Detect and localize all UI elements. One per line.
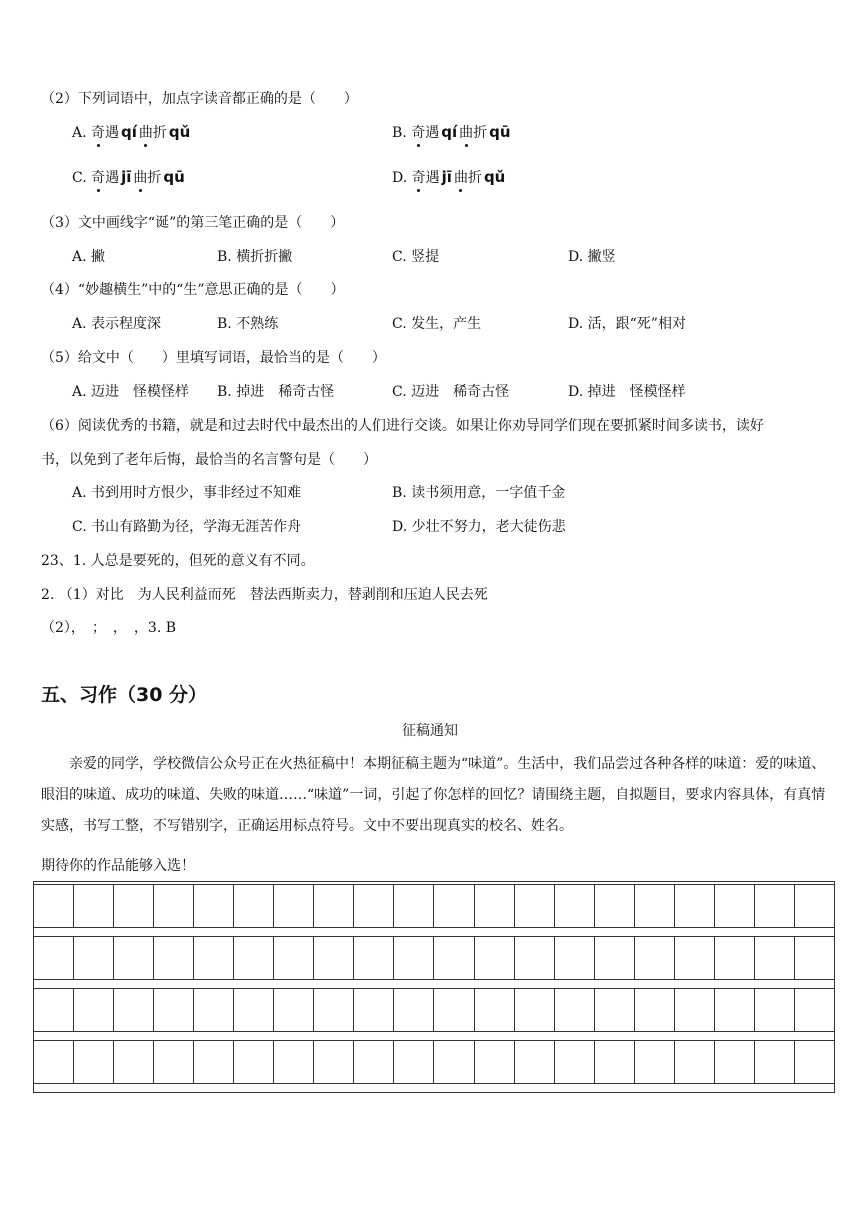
q5-option-a: A. 迈进 怪模怪样 [72,384,190,400]
grid-cell[interactable] [434,989,474,1031]
notice-title: 征稿通知 [402,723,458,739]
pinyin: qū [163,168,185,186]
grid-cell[interactable] [675,937,715,979]
grid-cell[interactable] [34,1041,74,1083]
grid-cell[interactable] [314,937,354,979]
q2-option-letter: D. [392,170,408,186]
grid-cell[interactable] [555,937,595,979]
grid-cell[interactable] [475,937,515,979]
grid-cell[interactable] [74,989,114,1031]
q3-option-c: C. 竖提 [392,249,440,265]
grid-cell[interactable] [555,989,595,1031]
grid-cell[interactable] [274,1041,314,1083]
grid-cell[interactable] [635,885,675,927]
grid-cell[interactable] [515,937,555,979]
grid-cell[interactable] [194,937,234,979]
grid-cell[interactable] [114,885,154,927]
pinyin: qǔ [483,168,506,186]
q6-option-d: D. 少壮不努力，老大徒伤悲 [392,519,566,535]
q6-stem-line-2: 书，以免到了老年后悔，最恰当的名言警句是（ ） [41,452,377,468]
grid-cell[interactable] [595,989,635,1031]
grid-cell[interactable] [595,885,635,927]
grid-cell[interactable] [755,937,795,979]
grid-row[interactable] [34,988,834,1032]
dotted-char: 曲 [453,170,468,186]
writing-grid[interactable] [33,881,835,1093]
grid-cell[interactable] [475,989,515,1031]
dotted-char: 曲 [459,125,474,141]
q3-option-d: D. 撇竖 [568,249,616,265]
q6-stem-line-1: （6）阅读优秀的书籍，就是和过去时代中最杰出的人们进行交谈。如果让你劝导同学们现在要抓紧时间多读书，读好 [41,418,764,434]
grid-cell[interactable] [434,1041,474,1083]
grid-cell[interactable] [635,1041,675,1083]
q2-option-letter: C. [72,170,87,186]
grid-cell[interactable] [74,937,114,979]
grid-cell[interactable] [475,1041,515,1083]
dotted-char: 奇 [411,170,426,186]
q6-option-c: C. 书山有路勤为径，学海无涯苦作舟 [72,519,302,535]
grid-cell[interactable] [234,937,274,979]
grid-cell[interactable] [515,1041,555,1083]
grid-cell[interactable] [675,1041,715,1083]
q3-stem: （3）文中画线字“诞”的第三笔正确的是（ ） [41,215,345,231]
q5-stem: （5）给文中（ ）里填写词语，最恰当的是（ ） [41,350,386,366]
word-char: 折 [152,125,167,141]
grid-cell[interactable] [595,937,635,979]
q2-option-c [72,167,187,188]
q4-option-d: D. 活，跟“死”相对 [568,316,686,332]
grid-cell[interactable] [154,989,194,1031]
grid-cell[interactable] [795,885,834,927]
grid-cell[interactable] [715,885,755,927]
grid-row[interactable] [34,1040,834,1084]
grid-cell[interactable] [354,989,394,1031]
q4-stem: （4）“妙趣横生”中的“生”意思正确的是（ ） [41,282,345,298]
q2-stem: （2）下列词语中，加点字读音都正确的是（ ） [41,91,358,107]
q4-option-a: A. 表示程度深 [72,316,162,332]
grid-row[interactable] [34,936,834,980]
word-char: 折 [147,170,162,186]
grid-cell[interactable] [354,937,394,979]
grid-cell[interactable] [194,989,234,1031]
grid-cell[interactable] [114,1041,154,1083]
grid-cell[interactable] [475,885,515,927]
grid-cell[interactable] [675,989,715,1031]
q3-option-a: A. 撇 [72,249,106,265]
q3-option-b: B. 横折折撇 [217,249,293,265]
q5-option-c: C. 迈进 稀奇古怪 [392,384,510,400]
grid-cell[interactable] [114,937,154,979]
grid-cell[interactable] [715,989,755,1031]
dotted-char: 曲 [138,125,153,141]
pinyin: qǔ [168,123,191,141]
grid-cell[interactable] [394,989,434,1031]
grid-cell[interactable] [314,989,354,1031]
dotted-char: 奇 [91,170,106,186]
grid-cell[interactable] [715,1041,755,1083]
grid-cell[interactable] [755,885,795,927]
grid-cell[interactable] [434,885,474,927]
pinyin: qí [441,123,458,141]
grid-cell[interactable] [635,989,675,1031]
grid-cell[interactable] [34,885,74,927]
answer-line-2: 2. （1）对比 为人民利益而死 替法西斯卖力，替剥削和压迫人民去死 [41,587,488,603]
grid-cell[interactable] [434,937,474,979]
grid-cell[interactable] [114,989,154,1031]
q6-option-b: B. 读书须用意，一字值千金 [392,485,566,501]
grid-cell[interactable] [354,885,394,927]
pinyin: qí [121,123,137,141]
grid-cell[interactable] [314,885,354,927]
grid-cell[interactable] [755,1041,795,1083]
grid-cell[interactable] [515,885,555,927]
grid-cell[interactable] [314,1041,354,1083]
q4-option-b: B. 不熟练 [217,316,279,332]
q2-option-b [392,122,513,143]
q2-option-d [392,167,507,188]
grid-cell[interactable] [755,989,795,1031]
grid-row[interactable] [34,884,834,928]
grid-cell[interactable] [194,1041,234,1083]
q5-option-b: B. 掉进 稀奇古怪 [217,384,335,400]
answer-line-3: （2）， ； ， ，3. B [41,620,177,636]
grid-cell[interactable] [234,1041,274,1083]
grid-cell[interactable] [274,989,314,1031]
pinyin: jī [441,168,452,186]
grid-cell[interactable] [34,937,74,979]
dotted-char: 奇 [411,125,426,141]
word-char: 遇 [425,170,440,186]
grid-cell[interactable] [795,989,834,1031]
grid-cell[interactable] [675,885,715,927]
grid-cell[interactable] [274,937,314,979]
grid-cell[interactable] [74,885,114,927]
answer-line-1: 23、1. 人总是要死的，但死的意义有不同。 [41,553,315,569]
grid-cell[interactable] [394,937,434,979]
grid-cell[interactable] [555,885,595,927]
grid-cell[interactable] [274,885,314,927]
word-char: 折 [473,125,488,141]
grid-cell[interactable] [635,937,675,979]
grid-cell[interactable] [194,885,234,927]
grid-cell[interactable] [74,1041,114,1083]
q5-option-d: D. 掉进 怪模怪样 [568,384,686,400]
grid-cell[interactable] [394,885,434,927]
word-char: 折 [467,170,482,186]
pinyin: jī [121,168,132,186]
notice-closing: 期待你的作品能够入选！ [41,858,195,874]
word-char: 遇 [425,125,440,141]
q6-option-a: A. 书到用时方恨少，事非经过不知难 [72,485,302,501]
grid-cell[interactable] [515,989,555,1031]
q2-option-letter: B. [392,125,407,141]
grid-cell[interactable] [234,885,274,927]
notice-paragraph: 亲爱的同学，学校微信公众号正在火热征稿中！本期征稿主题为“味道”。生活中，我们品尝过各种各样的味道：爱的味道、眼泪的味道、成功的味道、失败的味道……“味道”一词，引起了你怎样的回忆？请围绕主题，自拟题目，要求内容具体，有真情实感，书写工整，不写错别字，正确运用标点符号。文中不要出现真实的校名、姓名。 [41,756,826,834]
grid-cell[interactable] [34,989,74,1031]
grid-cell[interactable] [154,1041,194,1083]
word-char: 遇 [105,170,120,186]
grid-cell[interactable] [555,1041,595,1083]
grid-cell[interactable] [154,937,194,979]
dotted-char: 曲 [133,170,148,186]
grid-cell[interactable] [715,937,755,979]
section-title: 五、习作（30 分） [41,684,208,706]
grid-cell[interactable] [394,1041,434,1083]
grid-cell[interactable] [795,1041,834,1083]
grid-cell[interactable] [154,885,194,927]
pinyin: qū [489,123,511,141]
q2-option-a [72,122,192,143]
q4-option-c: C. 发生，产生 [392,316,482,332]
grid-cell[interactable] [795,937,834,979]
word-char: 遇 [105,125,120,141]
grid-cell[interactable] [595,1041,635,1083]
grid-cell[interactable] [354,1041,394,1083]
q2-option-letter: A. [72,125,87,141]
dotted-char: 奇 [91,125,106,141]
grid-cell[interactable] [234,989,274,1031]
